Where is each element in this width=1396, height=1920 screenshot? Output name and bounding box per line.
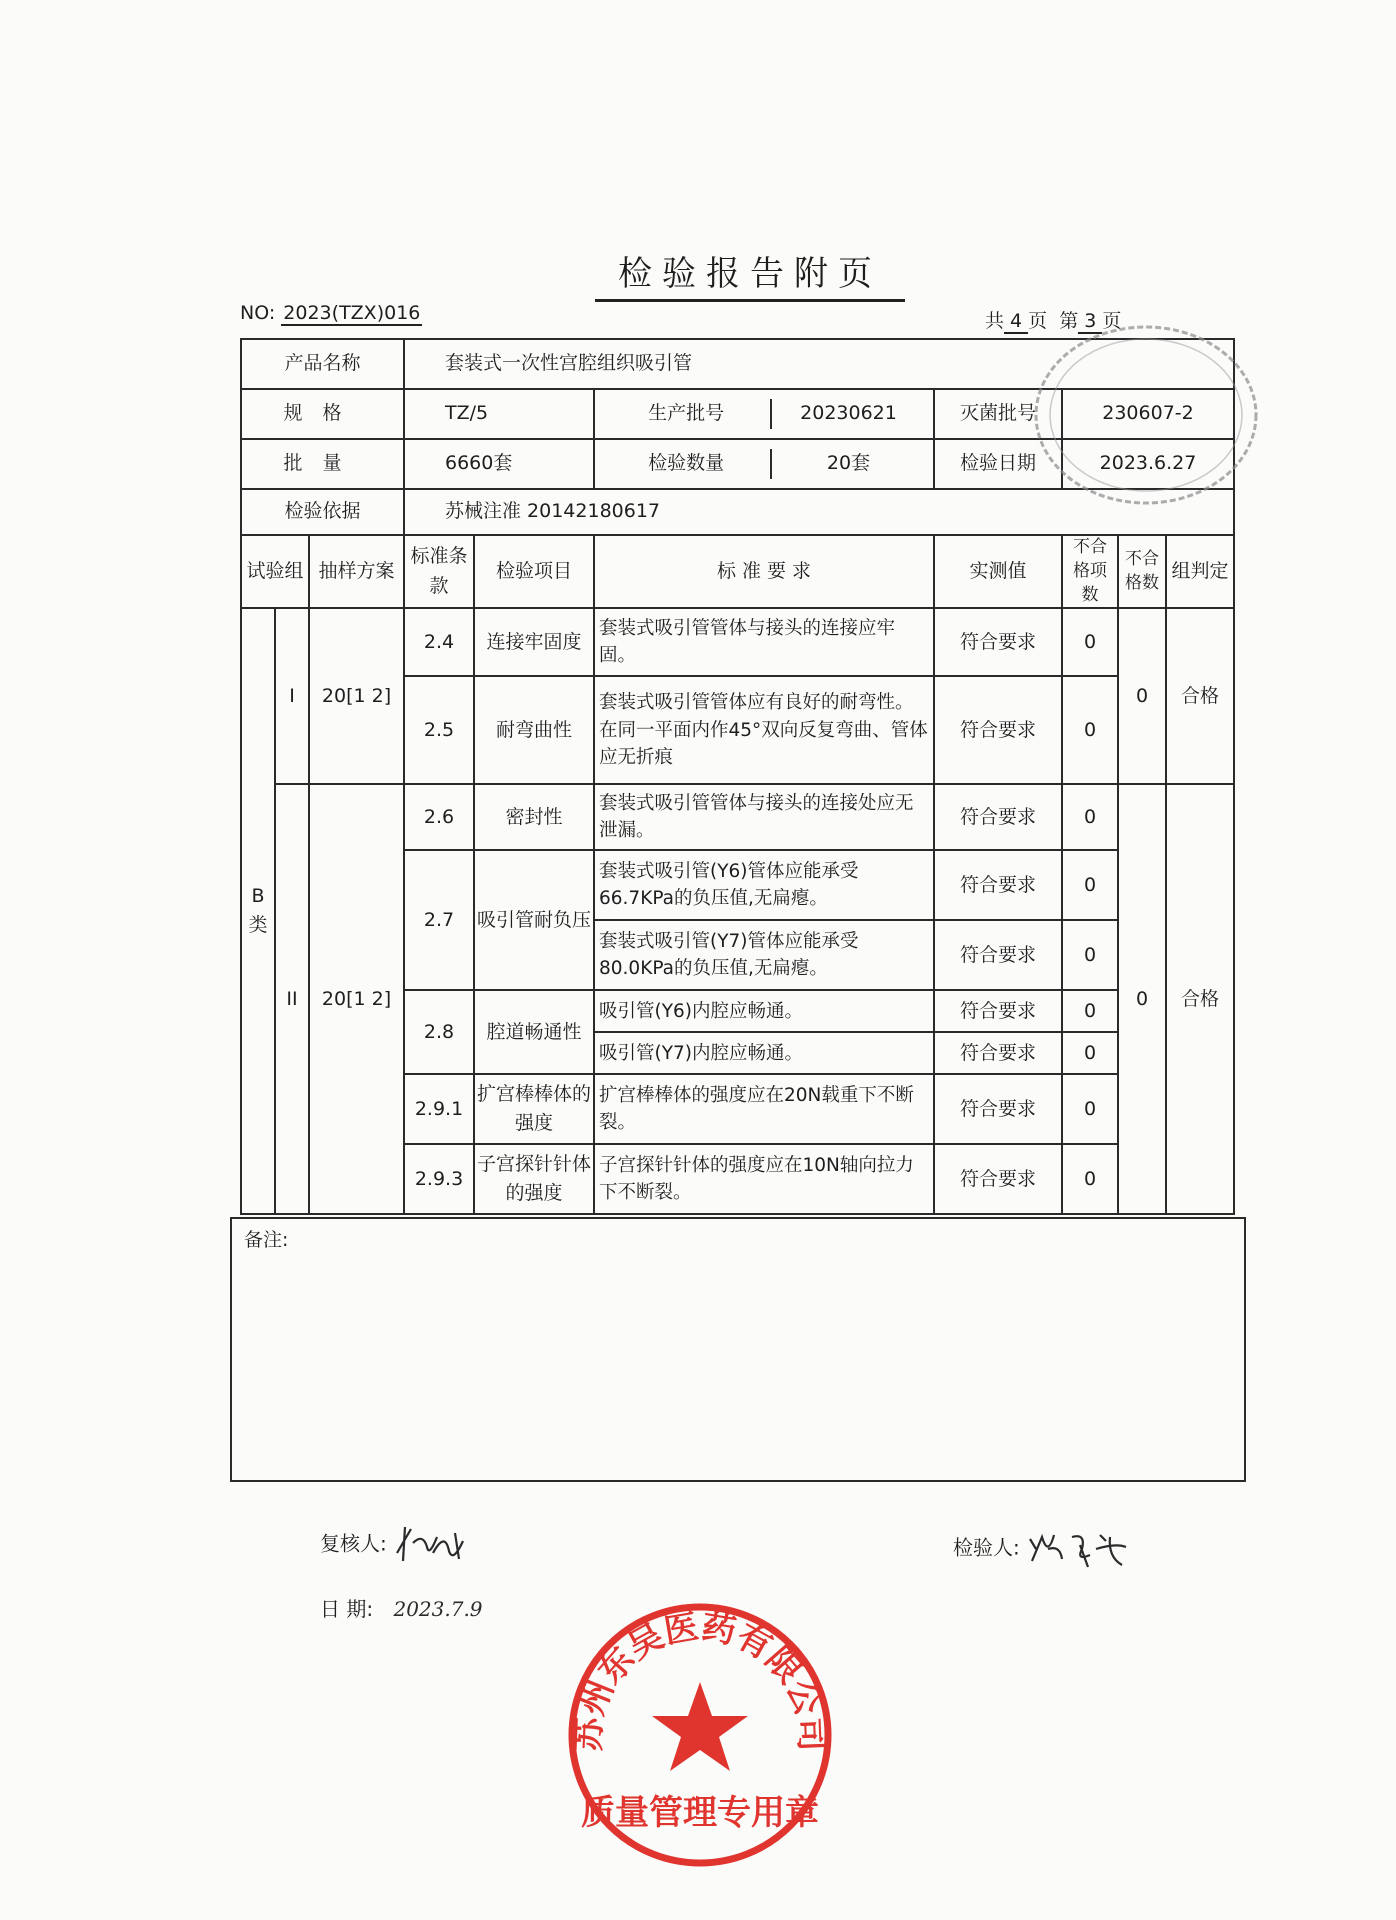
fail-count-i: 0 xyxy=(1118,608,1166,784)
basis-value: 苏械注准 20142180617 xyxy=(404,489,1234,535)
clause-cell: 2.9.1 xyxy=(404,1074,474,1144)
item-cell: 子宫探针针体的强度 xyxy=(474,1144,594,1214)
measured-cell: 符合要求 xyxy=(934,676,1062,784)
fail-items-cell: 0 xyxy=(1062,1074,1118,1144)
table-row xyxy=(241,784,1234,850)
pages-total-prefix: 共 xyxy=(985,310,1005,332)
col-measured: 实测值 xyxy=(934,535,1062,608)
measured-cell: 符合要求 xyxy=(934,784,1062,850)
col-fail-count: 不合格数 xyxy=(1118,535,1166,608)
fail-items-cell: 0 xyxy=(1062,1032,1118,1074)
document-number xyxy=(240,302,422,324)
product-name: 套装式一次性宫腔组织吸引管 xyxy=(404,339,1234,389)
test-date: 2023.6.27 xyxy=(1062,439,1234,489)
lot-size: 6660套 xyxy=(404,439,594,489)
subgroup-i: I xyxy=(275,608,309,784)
fail-items-cell: 0 xyxy=(1062,920,1118,990)
report-title: 检验报告附页 xyxy=(595,246,905,302)
fail-items-cell: 0 xyxy=(1062,850,1118,920)
requirement-cell: 套装式吸引管管体与接头的连接应牢固。 xyxy=(594,608,934,676)
sterile-batch-label: 灭菌批号 xyxy=(934,389,1062,439)
fail-items-cell: 0 xyxy=(1062,990,1118,1032)
item-cell: 腔道畅通性 xyxy=(474,990,594,1074)
sample-qty-cell xyxy=(594,439,934,489)
batch-no-label-text: 生产批号 xyxy=(648,402,725,425)
measured-cell: 符合要求 xyxy=(934,1144,1062,1214)
measured-cell: 符合要求 xyxy=(934,1032,1062,1074)
col-verdict: 组判定 xyxy=(1166,535,1234,608)
fail-items-cell: 0 xyxy=(1062,676,1118,784)
fail-items-cell: 0 xyxy=(1062,608,1118,676)
reviewer xyxy=(320,1523,473,1567)
batch-no-label xyxy=(594,389,934,439)
page-current-unit: 页 xyxy=(1102,310,1122,332)
col-clause: 标准条款 xyxy=(404,535,474,608)
measured-cell: 符合要求 xyxy=(934,990,1062,1032)
measured-cell: 符合要求 xyxy=(934,850,1062,920)
item-cell: 耐弯曲性 xyxy=(474,676,594,784)
measured-cell: 符合要求 xyxy=(934,608,1062,676)
inspector xyxy=(953,1527,1136,1571)
date-label: 日 期: xyxy=(320,1597,374,1621)
verdict-ii: 合格 xyxy=(1166,784,1234,1214)
page-current: 3 xyxy=(1078,310,1102,334)
doc-no-label: NO: xyxy=(240,302,276,324)
item-cell: 扩宫棒棒体的强度 xyxy=(474,1074,594,1144)
sampling-i: 20[1 2] xyxy=(309,608,404,784)
sample-qty: 20套 xyxy=(770,449,926,478)
fail-count-ii: 0 xyxy=(1118,784,1166,1214)
item-cell: 密封性 xyxy=(474,784,594,850)
spec-label: 规格 xyxy=(241,389,404,439)
date-line xyxy=(320,1593,483,1622)
handwritten-date: 2023.7.9 xyxy=(393,1597,483,1621)
col-sampling: 抽样方案 xyxy=(309,535,404,608)
pages-total: 4 xyxy=(1004,310,1028,334)
requirement-cell: 扩宫棒棒体的强度应在20N载重下不断裂。 xyxy=(594,1074,934,1144)
verdict-i: 合格 xyxy=(1166,608,1234,784)
inspector-label: 检验人: xyxy=(953,1535,1020,1560)
category-cell: B类 xyxy=(241,608,275,1214)
basis-label: 检验依据 xyxy=(241,489,404,535)
clause-cell: 2.9.3 xyxy=(404,1144,474,1214)
clause-cell: 2.4 xyxy=(404,608,474,676)
sample-qty-label: 检验数量 xyxy=(648,452,725,475)
subgroup-ii: II xyxy=(275,784,309,1214)
requirement-cell: 套装式吸引管(Y7)管体应能承受80.0KPa的负压值,无扁瘪。 xyxy=(594,920,934,990)
inspector-signature xyxy=(1026,1527,1136,1571)
batch-no: 20230621 xyxy=(770,399,926,428)
remarks-box xyxy=(230,1217,1246,1482)
item-cell: 吸引管耐负压 xyxy=(474,850,594,990)
spec-value: TZ/5 xyxy=(404,389,594,439)
requirement-cell: 套装式吸引管管体应有良好的耐弯性。在同一平面内作45°双向反复弯曲、管体应无折痕 xyxy=(594,676,934,784)
remarks-label: 备注: xyxy=(244,1229,289,1251)
table-row xyxy=(241,608,1234,676)
col-group: 试验组 xyxy=(241,535,309,608)
reviewer-label: 复核人: xyxy=(320,1531,387,1556)
sampling-ii: 20[1 2] xyxy=(309,784,404,1214)
quality-seal-icon xyxy=(555,1600,845,1870)
item-cell: 连接牢固度 xyxy=(474,608,594,676)
requirement-cell: 子宫探针针体的强度应在10N轴向拉力下不断裂。 xyxy=(594,1144,934,1214)
page-current-prefix: 第 xyxy=(1059,310,1079,332)
clause-cell: 2.6 xyxy=(404,784,474,850)
requirement-cell: 套装式吸引管(Y6)管体应能承受66.7KPa的负压值,无扁瘪。 xyxy=(594,850,934,920)
column-header-row xyxy=(241,535,1234,608)
requirement-cell: 套装式吸引管管体与接头的连接处应无泄漏。 xyxy=(594,784,934,850)
seal-company: 苏州东吴医药有限公司 xyxy=(568,1606,832,1753)
col-requirement: 标 准 要 求 xyxy=(594,535,934,608)
clause-cell: 2.8 xyxy=(404,990,474,1074)
clause-cell: 2.7 xyxy=(404,850,474,990)
faint-seal-icon xyxy=(1030,320,1262,510)
requirement-cell: 吸引管(Y7)内腔应畅通。 xyxy=(594,1032,934,1074)
fail-items-cell: 0 xyxy=(1062,784,1118,850)
product-name-label: 产品名称 xyxy=(241,339,404,389)
doc-no-value: 2023(TZX)016 xyxy=(283,302,421,324)
measured-cell: 符合要求 xyxy=(934,1074,1062,1144)
reviewer-signature xyxy=(393,1523,473,1567)
fail-items-cell: 0 xyxy=(1062,1144,1118,1214)
col-item: 检验项目 xyxy=(474,535,594,608)
test-date-label: 检验日期 xyxy=(934,439,1062,489)
lot-size-label: 批量 xyxy=(241,439,404,489)
seal-purpose: 质量管理专用章 xyxy=(581,1793,819,1833)
pages-unit: 页 xyxy=(1028,310,1048,332)
requirement-cell: 吸引管(Y6)内腔应畅通。 xyxy=(594,990,934,1032)
col-fail-items: 不合格项 数 xyxy=(1062,535,1118,608)
clause-cell: 2.5 xyxy=(404,676,474,784)
sterile-batch: 230607-2 xyxy=(1062,389,1234,439)
measured-cell: 符合要求 xyxy=(934,920,1062,990)
